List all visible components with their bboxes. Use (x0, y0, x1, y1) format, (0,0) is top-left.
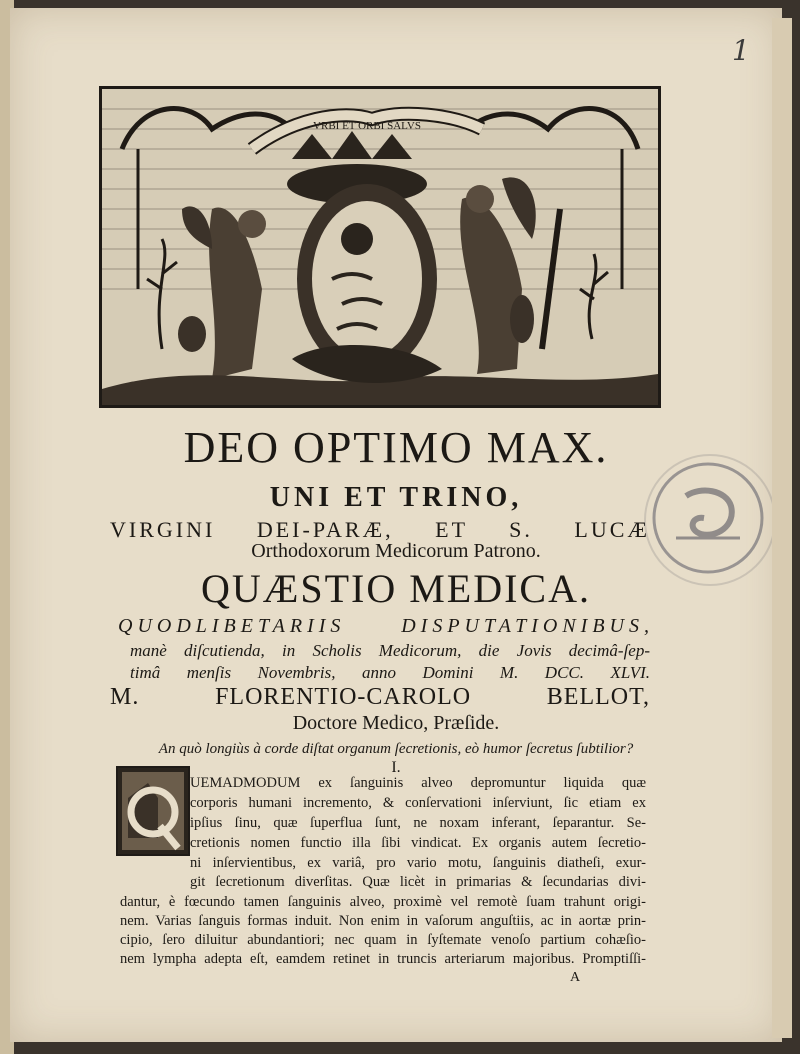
body-line-7: dantur, è fœcundo tamen ſanguinis alveo, proximè vel remotè ſuam trahunt origi- (120, 894, 646, 910)
right-page-edge (772, 18, 792, 1038)
book-page (10, 8, 782, 1042)
body-line-6: git ſecretionum diverſitas. Quæ licèt in primarias & ſecundarias divi- (190, 874, 646, 890)
thesis-question: An quò longiùs à corde diſtat organum ſecretionis, eò humor ſecretus ſubtilior? (158, 741, 634, 757)
body-line-10: nem lympha adepta eſt, eamdem retinet in truncis arteriarum majoribus. Promptiſſi- (120, 951, 646, 967)
dedication-line-1: DEO OPTIMO MAX. (183, 423, 609, 472)
decorated-initial-q (116, 766, 190, 856)
body-line-1: UEMADMODUM ex ſanguinis alveo depromuntur liquida quæ (190, 775, 646, 791)
body-line-2: corporis humani incremento, & conſervationi inſerviunt, ſic etiam ex (190, 795, 646, 811)
dedication-line-2: UNI ET TRINO, (269, 482, 523, 513)
library-stamp (644, 454, 776, 586)
intro-line-2: manè diſcutienda, in Scholis Medicorum, die Jovis decimâ-ſep- (130, 641, 650, 660)
dedication-line-4: Orthodoxorum Medicorum Patrono. (251, 540, 541, 562)
praeses-name: M. FLORENTIO-CAROLO BELLOT, (110, 684, 650, 710)
body-line-3: ipſius ſinu, quæ ſuperflua ſunt, ne noxam inferant, ſeparantur. Se- (190, 815, 646, 831)
dedication-line-3: VIRGINI DEI-PARÆ, ET S. LUCÆ (110, 517, 650, 542)
intro-line-3: timâ menſis Novembris, anno Domini M. DCC. XLVI. (130, 663, 650, 682)
body-line-8: nem. Varias ſanguis formas induit. Non enim in vaſorum anguſtiis, ac in aortæ prin- (120, 913, 646, 929)
main-title: QUÆSTIO MEDICA. (201, 566, 591, 611)
engraved-vignette (99, 86, 661, 408)
signature-mark: A (570, 970, 581, 985)
section-number: I. (391, 759, 401, 776)
vignette-illustration (102, 89, 658, 405)
folio-number: 1 (732, 34, 750, 67)
body-line-5: ni inſervientibus, ex variâ, pro vario motu, ſanguinis diatheſi, exur- (190, 855, 646, 871)
body-line-4: cretionis nomen functio illa ſibi vindicat. Ex organis autem ſecretio- (190, 835, 646, 851)
vignette-motto: VRBI ET ORBI SALVS (313, 120, 421, 132)
intro-line-1: QUODLIBETARIIS DISPUTATIONIBUS, (118, 615, 654, 637)
body-line-9: cipio, ſero diluitur abundantiori; nec quam in ſyſtemate venoſo partium cohæſio- (120, 932, 646, 948)
praeses-role: Doctore Medico, Præſide. (292, 712, 500, 734)
